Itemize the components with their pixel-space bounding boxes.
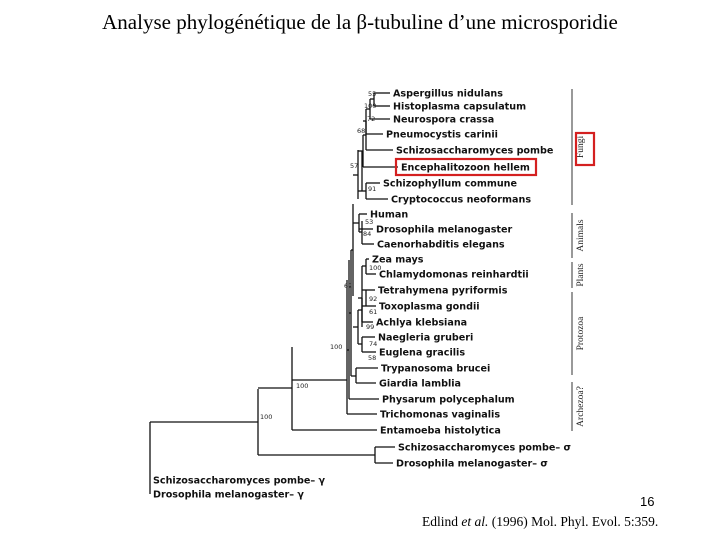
taxon-physarum-polycephalum: Physarum polycephalum: [382, 394, 515, 406]
taxon-cryptococcus-neoformans: Cryptococcus neoformans: [391, 194, 532, 206]
group-labels: [576, 136, 586, 427]
taxon-schizosaccharomyces-pombe: Schizosaccharomyces pombe– σ: [398, 442, 572, 454]
taxon-entamoeba-histolytica: Entamoeba histolytica: [380, 425, 501, 437]
citation-authors: Edlind: [422, 514, 458, 529]
bootstrap-value: 91: [368, 185, 377, 193]
taxon-zea-mays: Zea mays: [372, 254, 424, 266]
bootstrap-value: 92: [369, 295, 378, 303]
bootstrap-value: 100: [364, 102, 377, 110]
bootstrap-value: 100: [296, 382, 309, 390]
page-number: 16: [640, 494, 655, 509]
group-label-archezoa: Archezoa?: [576, 386, 586, 427]
taxon-neurospora-crassa: Neurospora crassa: [393, 114, 495, 126]
taxon-histoplasma-capsulatum: Histoplasma capsulatum: [393, 101, 527, 113]
taxon-chlamydomonas-reinhardtii: Chlamydomonas reinhardtii: [379, 269, 529, 281]
taxon-drosophila-melanogaster: Drosophila melanogaster– σ: [396, 458, 548, 470]
bootstrap-value: 100: [330, 343, 343, 351]
bootstrap-value: 74: [369, 340, 378, 348]
taxon-achlya-klebsiana: Achlya klebsiana: [376, 317, 468, 329]
taxon-encephalitozoon-hellem: Encephalitozoon hellem: [401, 162, 530, 174]
bootstrap-value: 72: [367, 115, 376, 123]
citation-rest: (1996) Mol. Phyl. Evol. 5:359.: [491, 514, 659, 529]
taxon-schizosaccharomyces-pombe: Schizosaccharomyces pombe– γ: [153, 475, 326, 487]
group-label-fungi: Fungi: [576, 135, 586, 159]
taxon-caenorhabditis-elegans: Caenorhabditis elegans: [377, 239, 505, 251]
taxon-pneumocystis-carinii: Pneumocystis carinii: [386, 129, 498, 141]
taxon-schizosaccharomyces-pombe: Schizosaccharomyces pombe: [396, 145, 554, 157]
taxon-aspergillus-nidulans: Aspergillus nidulans: [393, 88, 503, 100]
bootstrap-value: 55: [368, 90, 377, 98]
taxon-giardia-lamblia: Giardia lamblia: [379, 378, 462, 390]
group-label-animals: Animals: [576, 219, 586, 252]
bootstrap-value: 57: [350, 162, 359, 170]
bootstrap-value: 53: [365, 218, 374, 226]
taxon-euglena-gracilis: Euglena gracilis: [379, 347, 466, 359]
bootstrap-value: 99: [366, 323, 375, 331]
taxon-trypanosoma-brucei: Trypanosoma brucei: [381, 363, 491, 375]
taxon-toxoplasma-gondii: Toxoplasma gondii: [379, 301, 480, 313]
citation-etal: et al.: [461, 514, 489, 529]
bootstrap-value: 62: [344, 282, 353, 290]
taxon-schizophyllum-commune: Schizophyllum commune: [383, 178, 518, 190]
taxon-drosophila-melanogaster: Drosophila melanogaster: [376, 224, 513, 236]
slide-title: Analyse phylogénétique de la β-tubuline d’une microsporidie: [102, 10, 618, 34]
bootstrap-value: 58: [368, 354, 377, 362]
bootstrap-value: 100: [369, 264, 382, 272]
taxon-human: Human: [370, 209, 409, 221]
taxon-trichomonas-vaginalis: Trichomonas vaginalis: [380, 409, 501, 421]
citation: [422, 514, 658, 530]
group-label-plants: Plants: [576, 263, 586, 287]
group-label-protozoa: Protozoa: [576, 316, 586, 351]
taxon-drosophila-melanogaster: Drosophila melanogaster– γ: [153, 489, 304, 501]
bootstrap-value: 68: [357, 127, 366, 135]
tree-branches: [150, 93, 398, 494]
taxon-naegleria-gruberi: Naegleria gruberi: [378, 332, 474, 344]
bootstrap-value: 84: [363, 230, 372, 238]
bootstrap-value: 61: [369, 308, 378, 316]
taxon-tetrahymena-pyriformis: Tetrahymena pyriformis: [378, 285, 508, 297]
bootstrap-value: 100: [260, 413, 273, 421]
